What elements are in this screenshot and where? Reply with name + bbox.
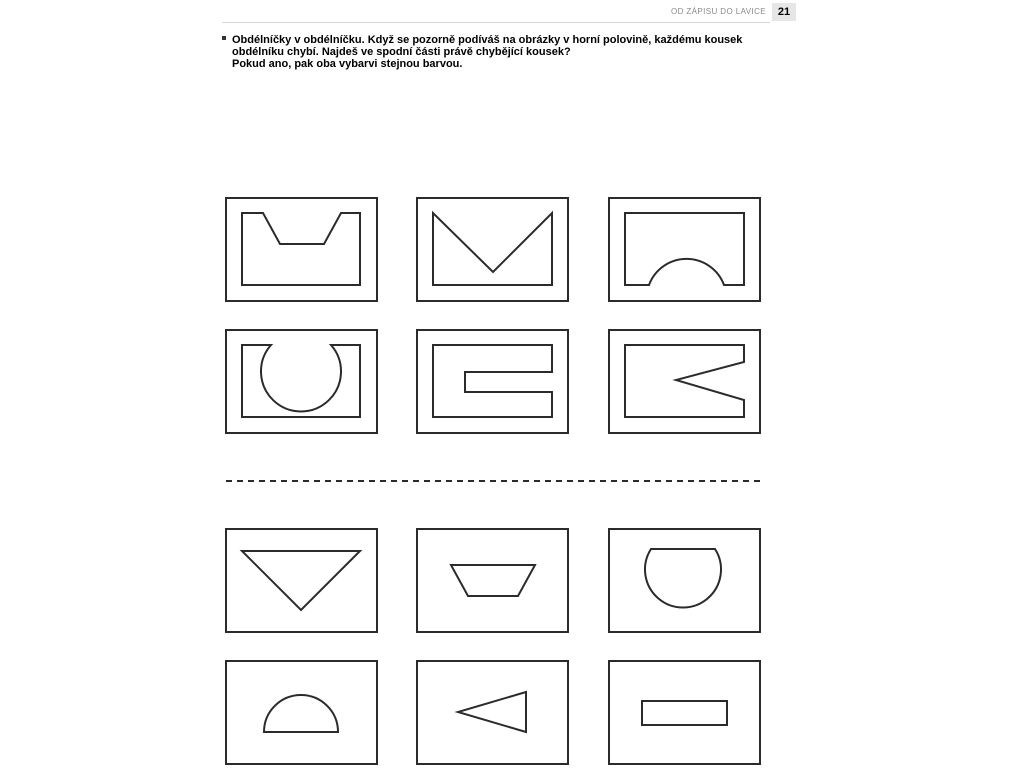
running-head: OD ZÁPISU DO LAVICE bbox=[670, 7, 766, 16]
card-rectangle-notch[interactable] bbox=[417, 330, 568, 433]
piece-trapezoid[interactable] bbox=[417, 529, 568, 632]
piece-rectangle[interactable] bbox=[609, 661, 760, 764]
card-semicircle-notch[interactable] bbox=[609, 198, 760, 301]
piece-wedge[interactable] bbox=[417, 661, 568, 764]
task-text: Obdélníčky v obdélníčku. Když se pozorně podíváš na obrázky v horní polovině, každému kousek obdélníku chybí. Najdeš ve spodní části právě chybějící kousek? Pokud ano, pak oba vybarvi stejnou barvou. bbox=[232, 34, 743, 71]
page-number: 21 bbox=[772, 3, 796, 21]
piece-truncated-circle[interactable] bbox=[609, 529, 760, 632]
piece-triangle[interactable] bbox=[226, 529, 377, 632]
piece-semicircle[interactable] bbox=[226, 661, 377, 764]
card-v-notch[interactable] bbox=[417, 198, 568, 301]
card-wedge-notch[interactable] bbox=[609, 330, 760, 433]
card-trapezoid-notch[interactable] bbox=[226, 198, 377, 301]
card-circle-notch[interactable] bbox=[226, 330, 377, 433]
